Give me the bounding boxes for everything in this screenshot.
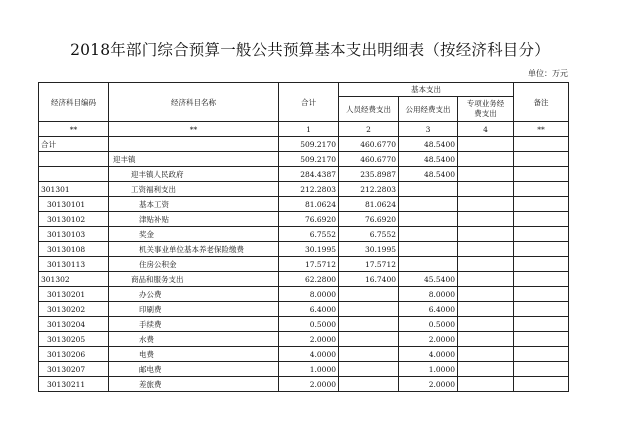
personnel-cell xyxy=(339,287,399,302)
public-cell xyxy=(399,227,458,242)
code-cell: 30130101 xyxy=(39,197,109,212)
personnel-cell xyxy=(339,302,399,317)
public-cell xyxy=(399,257,458,272)
public-cell: 48.5400 xyxy=(399,152,458,167)
public-cell xyxy=(399,182,458,197)
index-cell: ** xyxy=(514,122,569,137)
total-cell: 6.4000 xyxy=(279,302,339,317)
total-cell: 17.5712 xyxy=(279,257,339,272)
total-cell: 2.0000 xyxy=(279,377,339,392)
code-cell xyxy=(39,152,109,167)
personnel-cell xyxy=(339,377,399,392)
public-cell: 1.0000 xyxy=(399,362,458,377)
code-cell: 30130204 xyxy=(39,317,109,332)
index-cell: 4 xyxy=(458,122,514,137)
personnel-cell xyxy=(339,362,399,377)
total-cell: 2.0000 xyxy=(279,332,339,347)
special-cell xyxy=(458,302,514,317)
page-title: 2018年部门综合预算一般公共预算基本支出明细表（按经济科目分） xyxy=(70,41,550,59)
code-cell: 301302 xyxy=(39,272,109,287)
name-cell: 商品和服务支出 xyxy=(109,272,279,287)
personnel-cell: 30.1995 xyxy=(339,242,399,257)
name-cell xyxy=(109,137,279,152)
code-cell xyxy=(39,167,109,182)
code-cell: 30130103 xyxy=(39,227,109,242)
personnel-cell: 235.8987 xyxy=(339,167,399,182)
table-row xyxy=(39,197,569,212)
name-cell: 电费 xyxy=(109,347,279,362)
table-row xyxy=(39,242,569,257)
header-total: 合计 xyxy=(279,83,339,122)
remark-cell xyxy=(514,227,569,242)
special-cell xyxy=(458,287,514,302)
name-cell: 迎丰镇人民政府 xyxy=(109,167,279,182)
index-cell: ** xyxy=(109,122,279,137)
table-row xyxy=(39,182,569,197)
code-cell: 30130201 xyxy=(39,287,109,302)
personnel-cell: 17.5712 xyxy=(339,257,399,272)
code-cell: 301301 xyxy=(39,182,109,197)
remark-cell xyxy=(514,272,569,287)
personnel-cell: 212.2803 xyxy=(339,182,399,197)
special-cell xyxy=(458,257,514,272)
personnel-cell: 76.6920 xyxy=(339,212,399,227)
special-cell xyxy=(458,167,514,182)
header-special xyxy=(458,97,514,122)
code-cell: 30130113 xyxy=(39,257,109,272)
remark-cell xyxy=(514,377,569,392)
public-cell: 8.0000 xyxy=(399,287,458,302)
personnel-cell: 81.0624 xyxy=(339,197,399,212)
personnel-cell xyxy=(339,332,399,347)
table-row xyxy=(39,287,569,302)
special-cell xyxy=(458,212,514,227)
public-cell: 4.0000 xyxy=(399,347,458,362)
public-cell: 2.0000 xyxy=(399,332,458,347)
table-row xyxy=(39,377,569,392)
budget-table xyxy=(38,82,569,392)
code-cell: 30130108 xyxy=(39,242,109,257)
special-cell xyxy=(458,377,514,392)
table-row xyxy=(39,347,569,362)
remark-cell xyxy=(514,152,569,167)
special-cell xyxy=(458,332,514,347)
remark-cell xyxy=(514,362,569,377)
code-cell: 合计 xyxy=(39,137,109,152)
name-cell: 印刷费 xyxy=(109,302,279,317)
table-row xyxy=(39,362,569,377)
code-cell: 30130211 xyxy=(39,377,109,392)
special-cell xyxy=(458,152,514,167)
unit-label: 单位：万元 xyxy=(528,69,568,78)
header-code: 经济科目编码 xyxy=(39,83,109,122)
remark-cell xyxy=(514,257,569,272)
total-cell: 76.6920 xyxy=(279,212,339,227)
table-row xyxy=(39,302,569,317)
special-cell xyxy=(458,197,514,212)
name-cell: 差旅费 xyxy=(109,377,279,392)
public-cell: 6.4000 xyxy=(399,302,458,317)
remark-cell xyxy=(514,167,569,182)
table-row xyxy=(39,272,569,287)
total-cell: 0.5000 xyxy=(279,317,339,332)
public-cell xyxy=(399,197,458,212)
table-row xyxy=(39,332,569,347)
special-cell xyxy=(458,317,514,332)
code-cell: 30130202 xyxy=(39,302,109,317)
remark-cell xyxy=(514,182,569,197)
total-cell: 4.0000 xyxy=(279,347,339,362)
remark-cell xyxy=(514,242,569,257)
public-cell xyxy=(399,242,458,257)
remark-cell xyxy=(514,317,569,332)
name-cell: 邮电费 xyxy=(109,362,279,377)
header-personnel: 人员经费支出 xyxy=(339,97,399,122)
header-special-text: 专项业务经费支出 xyxy=(466,99,505,118)
code-cell: 30130102 xyxy=(39,212,109,227)
header-name: 经济科目名称 xyxy=(109,83,279,122)
name-cell: 工资福利支出 xyxy=(109,182,279,197)
remark-cell xyxy=(514,287,569,302)
table-row xyxy=(39,317,569,332)
special-cell xyxy=(458,227,514,242)
public-cell: 0.5000 xyxy=(399,317,458,332)
special-cell xyxy=(458,347,514,362)
name-cell: 手续费 xyxy=(109,317,279,332)
public-cell: 48.5400 xyxy=(399,167,458,182)
table-row xyxy=(39,227,569,242)
index-cell: 1 xyxy=(279,122,339,137)
header-basic: 基本支出 xyxy=(339,83,514,97)
name-cell: 基本工资 xyxy=(109,197,279,212)
public-cell: 2.0000 xyxy=(399,377,458,392)
header-remark: 备注 xyxy=(514,83,569,122)
code-cell: 30130205 xyxy=(39,332,109,347)
personnel-cell: 460.6770 xyxy=(339,137,399,152)
total-cell: 6.7552 xyxy=(279,227,339,242)
name-cell: 津贴补贴 xyxy=(109,212,279,227)
remark-cell xyxy=(514,197,569,212)
index-cell: 3 xyxy=(399,122,458,137)
index-cell: 2 xyxy=(339,122,399,137)
remark-cell xyxy=(514,137,569,152)
name-cell: 迎丰镇 xyxy=(109,152,279,167)
name-cell: 办公费 xyxy=(109,287,279,302)
index-cell: ** xyxy=(39,122,109,137)
header-public: 公用经费支出 xyxy=(399,97,458,122)
special-cell xyxy=(458,182,514,197)
table-row xyxy=(39,212,569,227)
special-cell xyxy=(458,362,514,377)
personnel-cell xyxy=(339,347,399,362)
name-cell: 奖金 xyxy=(109,227,279,242)
total-cell: 30.1995 xyxy=(279,242,339,257)
code-cell: 30130206 xyxy=(39,347,109,362)
name-cell: 水费 xyxy=(109,332,279,347)
total-cell: 212.2803 xyxy=(279,182,339,197)
personnel-cell: 6.7552 xyxy=(339,227,399,242)
total-cell: 284.4387 xyxy=(279,167,339,182)
total-cell: 509.2170 xyxy=(279,152,339,167)
table-row xyxy=(39,137,569,152)
table-row xyxy=(39,167,569,182)
total-cell: 8.0000 xyxy=(279,287,339,302)
remark-cell xyxy=(514,302,569,317)
personnel-cell: 16.7400 xyxy=(339,272,399,287)
name-cell: 住房公积金 xyxy=(109,257,279,272)
public-cell xyxy=(399,212,458,227)
special-cell xyxy=(458,137,514,152)
personnel-cell xyxy=(339,317,399,332)
remark-cell xyxy=(514,332,569,347)
remark-cell xyxy=(514,212,569,227)
personnel-cell: 460.6770 xyxy=(339,152,399,167)
total-cell: 1.0000 xyxy=(279,362,339,377)
table-row xyxy=(39,257,569,272)
public-cell: 48.5400 xyxy=(399,137,458,152)
special-cell xyxy=(458,272,514,287)
table-row xyxy=(39,152,569,167)
total-cell: 81.0624 xyxy=(279,197,339,212)
special-cell xyxy=(458,242,514,257)
total-cell: 62.2800 xyxy=(279,272,339,287)
name-cell: 机关事业单位基本养老保险缴费 xyxy=(109,242,279,257)
public-cell: 45.5400 xyxy=(399,272,458,287)
remark-cell xyxy=(514,347,569,362)
total-cell: 509.2170 xyxy=(279,137,339,152)
code-cell: 30130207 xyxy=(39,362,109,377)
